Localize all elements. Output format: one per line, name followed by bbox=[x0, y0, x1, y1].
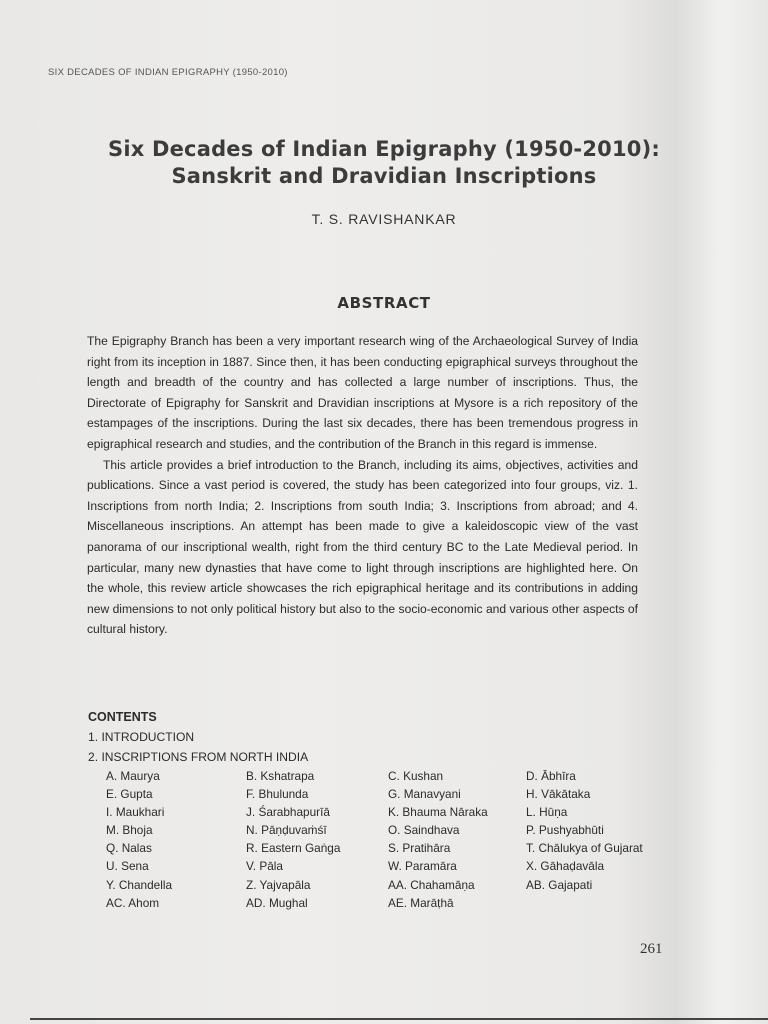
contents-item-introduction: 1. INTRODUCTION bbox=[88, 730, 195, 744]
contents-subitem: V. Pāla bbox=[246, 859, 283, 874]
contents-subitem: L. Hūṇa bbox=[526, 805, 568, 820]
contents-subitem: X. Gāhaḍavāla bbox=[526, 859, 605, 874]
contents-subitem: Q. Nalas bbox=[106, 841, 152, 856]
contents-subitem: C. Kushan bbox=[388, 769, 444, 783]
contents-subitem: Y. Chandella bbox=[106, 877, 173, 892]
contents-subitem: AD. Mughal bbox=[246, 895, 308, 910]
contents-subitem: B. Kshatrapa bbox=[246, 769, 315, 783]
contents-subitem: AE. Marāṭhā bbox=[388, 895, 454, 910]
contents-subitem: E. Gupta bbox=[106, 787, 153, 802]
page-number: 261 bbox=[640, 941, 663, 957]
contents-subitem: O. Saindhava bbox=[388, 823, 460, 838]
contents-subitem: H. Vākātaka bbox=[526, 787, 591, 802]
contents-subitem: F. Bhulunda bbox=[246, 787, 309, 802]
contents-subitem: G. Manavyani bbox=[388, 787, 461, 802]
contents-subitem: J. Śarabhapurīā bbox=[246, 805, 330, 820]
contents-subitem: AC. Ahom bbox=[106, 895, 160, 910]
author-name: T. S. RAVISHANKAR bbox=[311, 211, 457, 227]
contents-subitem: K. Bhauma Nāraka bbox=[388, 805, 488, 820]
contents-subitem: R. Eastern Gaṅga bbox=[246, 841, 341, 856]
contents-subitem: W. Paramāra bbox=[388, 859, 457, 874]
contents-subitem: U. Sena bbox=[106, 859, 149, 874]
bottom-rule bbox=[30, 1018, 768, 1020]
contents-subitem: M. Bhoja bbox=[106, 823, 153, 838]
title-line-2: Sanskrit and Dravidian Inscriptions bbox=[171, 164, 597, 188]
contents-subitem: AB. Gajapati bbox=[526, 877, 593, 892]
contents-subitem: A. Maurya bbox=[106, 769, 160, 783]
contents-subitem: P. Pushyabhūti bbox=[526, 823, 604, 838]
contents-subitem: D. Ābhīra bbox=[526, 769, 576, 783]
contents-subitem: I. Maukhari bbox=[106, 805, 165, 820]
contents-subitem: Z. Yajvapāla bbox=[246, 877, 311, 892]
running-head: SIX DECADES OF INDIAN EPIGRAPHY (1950-2010) bbox=[48, 67, 288, 78]
abstract-body bbox=[87, 331, 638, 640]
abstract-paragraph-1: The Epigraphy Branch has been a very important research wing of the Archaeological Survey of India right from its inception in 1887. Since then, it has been conducting epigraphical surveys throughout the length and breadth of the country and has collected a large number of inscriptions. Thus, the Directorate of Epigraphy for Sanskrit and Dravidian inscriptions at Mysore is a rich repository of the estampages of the inscriptions. During the last six decades, there has been tremendous progress in epigraphical research and studies, and the contribution of the Branch in this regard is immense. bbox=[87, 334, 638, 451]
contents-subitem: S. Pratihāra bbox=[388, 841, 451, 856]
contents-item-north-india: 2. INSCRIPTIONS FROM NORTH INDIA bbox=[88, 750, 309, 764]
article-title bbox=[0, 136, 768, 190]
abstract-paragraph-2: This article provides a brief introduction to the Branch, including its aims, objectives, activities and publications. Since a vast period is covered, the study has been categorized into four groups, viz. 1. Inscriptions from north India; 2. Inscriptions from south India; 3. Inscriptions from abroad; and 4. Miscellaneous inscriptions. An attempt has been made to give a kaleidoscopic view of the vast panorama of our inscriptional wealth, right from the third century BC to the Late Medieval period. In particular, many new dynasties that have come to light through inscriptions are highlighted here. On the whole, this review article showcases the rich epigraphical heritage and its contributions in adding new dimensions to not only political history but also to the socio-economic and various other aspects of cultural history. bbox=[87, 457, 638, 637]
title-line-1: Six Decades of Indian Epigraphy (1950-2010): bbox=[108, 137, 660, 161]
contents-subitem: N. Pāṇḍuvaṁśī bbox=[246, 823, 327, 838]
contents-subitems-grid bbox=[106, 769, 666, 914]
contents-subitem: AA. Chahamāṇa bbox=[388, 877, 475, 892]
contents-heading: CONTENTS bbox=[88, 710, 157, 724]
abstract-heading: ABSTRACT bbox=[337, 294, 431, 312]
contents-subitem: T. Chālukya of Gujarat bbox=[526, 841, 643, 856]
